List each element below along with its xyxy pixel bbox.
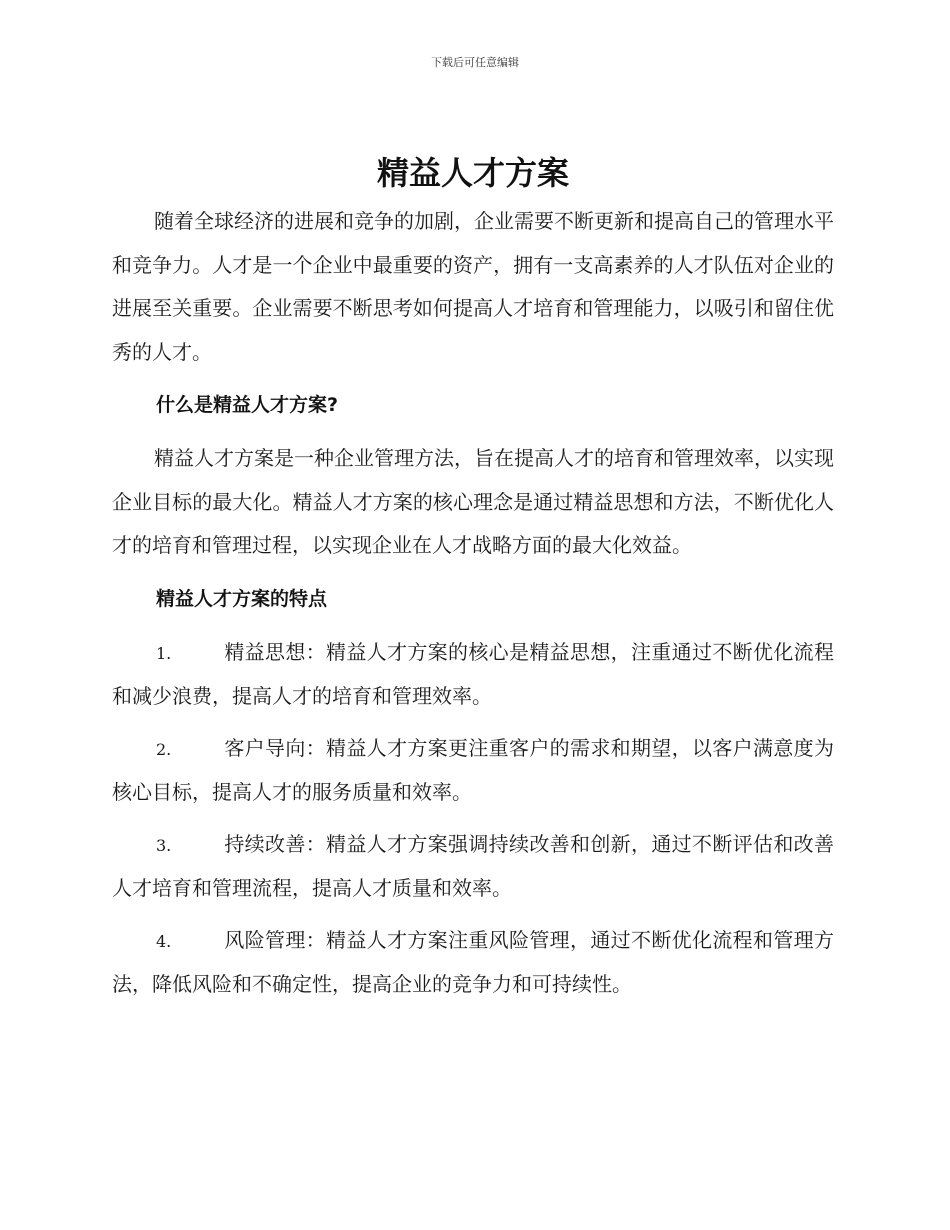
feature-item-text: 持续改善：精益人才方案强调持续改善和创新，通过不断评估和改善人才培育和管理流程，提高人才质量和效率。: [112, 831, 834, 900]
feature-item-number: 4.: [156, 931, 172, 951]
document-title: 精益人才方案: [376, 154, 569, 192]
feature-item-number: 1.: [156, 643, 172, 663]
feature-item-text: 精益思想：精益人才方案的核心是精益思想，注重通过不断优化流程和减少浪费，提高人才的培育和管理效率。: [112, 639, 834, 708]
feature-item: [112, 631, 834, 719]
feature-item: [112, 823, 834, 911]
document-body: [112, 150, 834, 1015]
section-heading-what-is: 什么是精益人才方案?: [156, 394, 339, 416]
intro-paragraph: 随着全球经济的进展和竞争的加剧，企业需要不断更新和提高自己的管理水平和竞争力。人才是一个企业中最重要的资产，拥有一支高素养的人才队伍对企业的进展至关重要。企业需要不断思考如何提高人才培育和管理能力，以吸引和留住优秀的人才。: [112, 209, 834, 364]
feature-item-text: 客户导向：精益人才方案更注重客户的需求和期望，以客户满意度为核心目标，提高人才的服务质量和效率。: [112, 735, 834, 804]
what-is-paragraph: 精益人才方案是一种企业管理方法，旨在提高人才的培育和管理效率，以实现企业目标的最大化。精益人才方案的核心理念是通过精益思想和方法，不断优化人才的培育和管理过程，以实现企业在人才战略方面的最大化效益。: [112, 446, 834, 557]
feature-item: [112, 919, 834, 1007]
feature-item-text: 风险管理：精益人才方案注重风险管理，通过不断优化流程和管理方法，降低风险和不确定性，提高企业的竞争力和可持续性。: [112, 927, 834, 996]
section-heading-features: 精益人才方案的特点: [156, 587, 328, 610]
feature-item-number: 3.: [156, 835, 172, 855]
feature-item-number: 2.: [156, 739, 172, 759]
feature-item: [112, 727, 834, 815]
page-header-note: 下载后可任意编辑: [431, 56, 519, 69]
